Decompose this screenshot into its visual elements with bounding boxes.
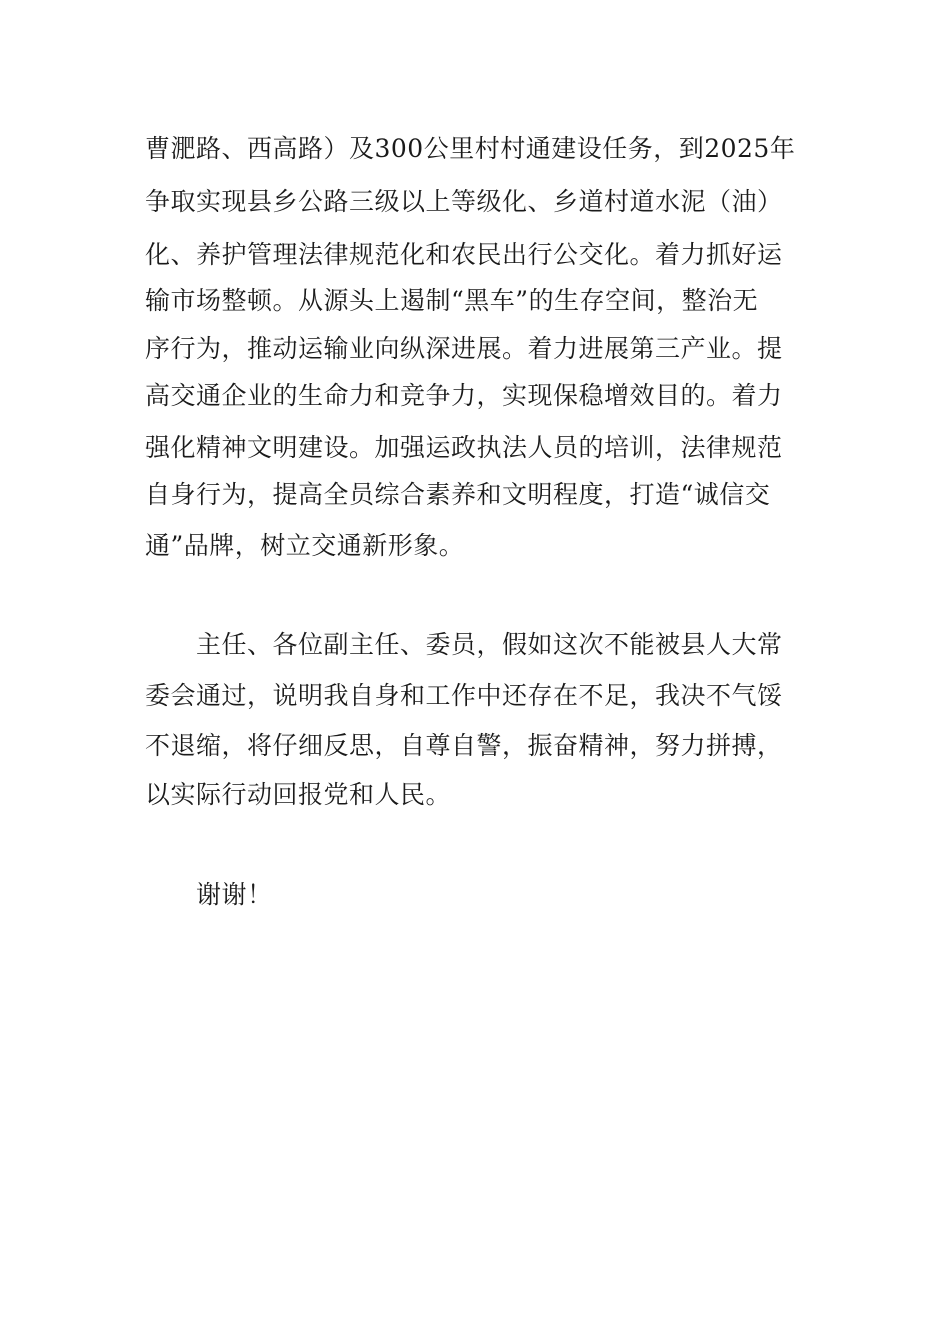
paragraph-line: 化、养护管理法律规范化和农民出行公交化。着力抓好运 bbox=[145, 240, 783, 269]
paragraph-line: 曹淝路、西高路）及300公里村村通建设任务，到2025年 bbox=[145, 134, 796, 163]
paragraph-line: 不退缩，将仔细反思，自尊自警，振奋精神，努力拼搏， bbox=[145, 731, 783, 760]
paragraph-line: 以实际行动回报党和人民。 bbox=[145, 780, 452, 809]
paragraph-line: 主任、各位副主任、委员，假如这次不能被县人大常 bbox=[196, 630, 783, 659]
paragraph-line: 高交通企业的生命力和竞争力，实现保稳增效目的。着力 bbox=[145, 381, 783, 410]
paragraph-line: 输市场整顿。从源头上遏制“黑车”的生存空间，整治无 bbox=[145, 286, 759, 315]
paragraph-line: 通”品牌，树立交通新形象。 bbox=[145, 531, 465, 560]
paragraph-line: 委会通过，说明我自身和工作中还存在不足，我决不气馁 bbox=[145, 681, 783, 710]
paragraph-line: 序行为，推动运输业向纵深进展。着力进展第三产业。提 bbox=[145, 334, 783, 363]
paragraph-line: 争取实现县乡公路三级以上等级化、乡道村道水泥（油） bbox=[145, 187, 783, 216]
paragraph-line: 强化精神文明建设。加强运政执法人员的培训，法律规范 bbox=[145, 433, 783, 462]
closing-text: 谢谢！ bbox=[196, 880, 273, 909]
paragraph-line: 自身行为，提高全员综合素养和文明程度，打造“诚信交 bbox=[145, 480, 771, 509]
